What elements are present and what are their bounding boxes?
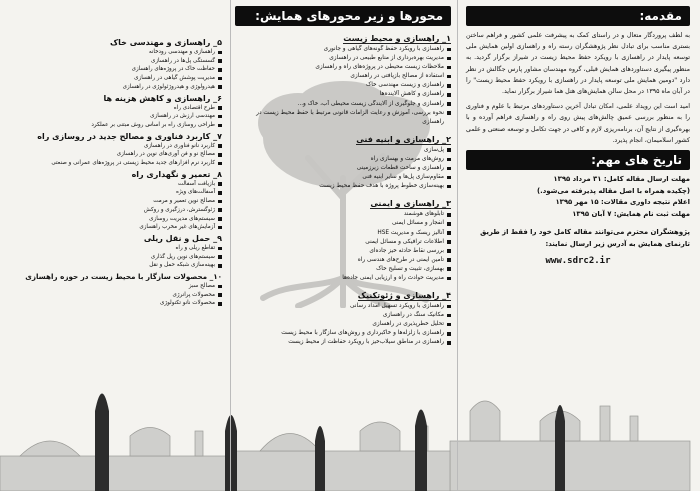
list-item: نحوه بررسی، آموزش و رعایت الزامات قانونی مرتبط با حفظ محیط زیست در راهسازی [235, 109, 451, 127]
list-item: ملاحظات زیست محیطی در پروژه‌های راه و راهسازی [235, 63, 451, 72]
list-item: کاربرد نانو فناوری در راهسازی [6, 142, 222, 151]
list-item: راهسازی و زیست مهندسی خاک [235, 81, 451, 90]
list-item: بهینه‌سازی خطوط پروژه با هدف حفظ محیط زیست [235, 182, 451, 191]
topic-section [235, 191, 451, 283]
list-item: محصولات نانو تکنولوژی [6, 299, 222, 308]
list-item: آنالیز ریسک و مدیریت HSE [235, 229, 451, 238]
left-column [0, 0, 230, 491]
intro-paragraph: امید است این رویداد علمی، امکان تبادل آخرین دستاوردهای مرتبط با علوم و فناوری را به منظور بررسی عمیق چالش‌های پیش روی راه و راهسازی فراهم آورده و با بهره‌گیری از نتایج آن، برنامه‌ریزی لازم و کافی در جهت تکامل و توسعه صنعتی و علمی کشور اسلامیمان، انجام پذیرد. [466, 103, 690, 144]
list-item: سیستم‌های مدیریت روسازی [6, 215, 222, 224]
submit-note: پژوهشگران محترم می‌توانند مقاله کامل خود را فقط از طریق تارنمای همایش به آدرس زیر ارسال نمایند: [480, 228, 690, 249]
topic-section [6, 170, 222, 232]
list-item: مدیریت پوشش گیاهی در راهسازی [6, 74, 222, 83]
section-heading: ۱۰_ محصولات سازگار با محیط زیست در حوزه راهسازی [25, 272, 222, 282]
list-item: مدیریت حوادث راه و ارزیابی ایمنی جاده‌ها [235, 274, 451, 283]
list-item: آزمایش‌های غیر مخرب راهسازی [6, 223, 222, 232]
topic-section [6, 272, 222, 308]
list-item: مصالح سبز [6, 282, 222, 291]
list-item: مکانیک سنگ در راهسازی [235, 311, 451, 320]
list-item: مدیریت بهره‌برداری از منابع طبیعی در راهسازی [235, 54, 451, 63]
list-item: راهسازی و جلوگیری از آلایندگی زیست محیطی آب، خاک و... [235, 100, 451, 109]
list-item: راهسازی در مناطق سیلاب‌خیز با رویکرد حفاظت از محیط زیست [235, 338, 451, 347]
topic-section [6, 38, 222, 92]
middle-column [230, 0, 458, 491]
list-item: راهسازی و ساخت قطعات زیرزمینی [235, 164, 451, 173]
topic-section [235, 26, 451, 127]
list-item: بهینه‌سازی شبکه حمل و نقل [6, 261, 222, 270]
list-item: مهندسی ارزش در راهسازی [6, 112, 222, 121]
right-column [458, 0, 700, 491]
date-item: اعلام نتیجه داوری مقالات: ۱۵ مهر ۱۳۹۵ [555, 198, 690, 207]
section-heading: ۴_ راهسازی و ژئوتکنیک [357, 291, 451, 301]
list-item: پل‌سازی [235, 146, 451, 155]
list-item: استفاده از مصالح بازیافتی در راهسازی [235, 72, 451, 81]
intro-paragraph: به لطف پروردگار متعال و در راستای کمک به پیشرفت علمی کشور و فراهم ساختن بستری مناسب برای تبادل نظر پژوهشگران رسته راه و راهسازی اولین همایش ملی توسعه پایدار در راهسازی با رویکرد حفظ محیط زیست در شیراز برگزار گردید. به منظور پیگیری دستاوردهای همایش قبلی، گروه مهندسان مشاور پارس جگالش در نظر دارد "دومین همایش ملی توسعه پایدار در راهسازی با رویکرد حفظ محیط زیست" را در آبان ماه ۱۳۹۵ در محل سالن همایش‌های هتل هما شیراز برگزار نماید. [466, 32, 690, 96]
list-item: راهسازی با رویکرد حفظ گونه‌های گیاهی و جانوری [235, 45, 451, 54]
section-heading: ۳_ راهسازی و ایمنی [370, 199, 451, 209]
list-item: انفجار و مسائل ایمنی [235, 219, 451, 228]
list-item: بازیافت آسفالت [6, 180, 222, 189]
list-item: طرح اقتصادی راه [6, 104, 222, 113]
topics-title: محورها و زیر محورهای همایش: [235, 6, 451, 26]
website-link[interactable]: www.sdrc2.ir [545, 256, 611, 267]
date-item: (چکیده همراه با اصل مقاله پذیرفته می‌شود.) [537, 186, 690, 195]
list-item: تقاطع ریلی و راه [6, 244, 222, 253]
list-item: بهسازی، تثبیت و تسلیح خاک [235, 265, 451, 274]
list-item: هیدرولوژی و هیدروژئولوژی در راهسازی [6, 83, 222, 92]
list-item: راهسازی با رویکرد تسهیل امداد رسانی [235, 302, 451, 311]
list-item: آسفالت‌های ویژه [6, 188, 222, 197]
list-item: تحلیل خطرپذیری در راهسازی [235, 320, 451, 329]
date-item: مهلت ارسال مقاله کامل: ۳۱ مرداد ۱۳۹۵ [553, 175, 690, 184]
list-item: بررسی نقاط حادثه خیز جاده‌ای [235, 247, 451, 256]
list-item: مصالح نو و فن آوری‌های نوین در راهسازی [6, 150, 222, 159]
section-heading: ۲_ راهسازی و ابنیه فنی [356, 134, 451, 144]
list-item: روش‌های مرمت و بهسازی راه [235, 155, 451, 164]
list-item: مقاوم‌سازی پل‌ها و سایر ابنیه فنی [235, 173, 451, 182]
list-item: سیستم‌های نوین ریل گذاری [6, 253, 222, 262]
section-heading: ۱_ راهسازی و محیط زیست [343, 34, 451, 43]
important-dates [466, 174, 690, 220]
list-item: حفاظت خاک در پروژه‌های راهسازی [6, 65, 222, 74]
section-heading: ۹_ حمل و نقل ریلی [143, 233, 222, 243]
topic-section [6, 132, 222, 168]
topic-section [235, 283, 451, 347]
list-item: مصالح نوین تعمیر و مرمت [6, 197, 222, 206]
intro-title: مقدمه: [466, 6, 690, 26]
section-heading: ۵_ راهسازی و مهندسی خاک [109, 38, 222, 47]
list-item: راهسازی و کاهش آلاینده‌ها [235, 90, 451, 99]
section-heading: ۶_ راهسازی و کاهش هزینه ها [103, 93, 222, 103]
topic-section [6, 234, 222, 270]
list-item: راهسازی و مهندسی رودخانه [6, 48, 222, 57]
date-item: مهلت ثبت نام همایش: ۷ آبان ۱۳۹۵ [572, 209, 690, 218]
dates-title: تاریخ های مهم: [466, 150, 690, 170]
list-item: محصولات پرانرژی [6, 291, 222, 300]
topic-section [6, 94, 222, 130]
section-heading: ۸_ تعمیر و نگهداری راه [131, 169, 222, 179]
list-item: ژئوگسترش، درزگیری و روکش [6, 206, 222, 215]
list-item: اطلاعات ترافیکی و مسائل ایمنی [235, 238, 451, 247]
section-heading: ۷_ کاربرد فناوری و مصالح جدید در روسازی راه [37, 131, 222, 141]
list-item: گسستگی پل‌ها در راهسازی [6, 57, 222, 66]
list-item: راهسازی با زلزله‌ها و خاکبرداری و روش‌های سازگار با محیط زیست [235, 329, 451, 338]
list-item: طراحی روسازی راه بر اساس روش مبتنی بر عملکرد [6, 121, 222, 130]
list-item: تأمین ایمنی در طرح‌های هندسی راه [235, 256, 451, 265]
topic-section [235, 127, 451, 191]
list-item: تابلوهای هوشمند [235, 210, 451, 219]
list-item: کاربرد نرم افزارهای جدید محیط زیستی در پروژه‌های عمرانی و صنعتی [6, 159, 222, 168]
